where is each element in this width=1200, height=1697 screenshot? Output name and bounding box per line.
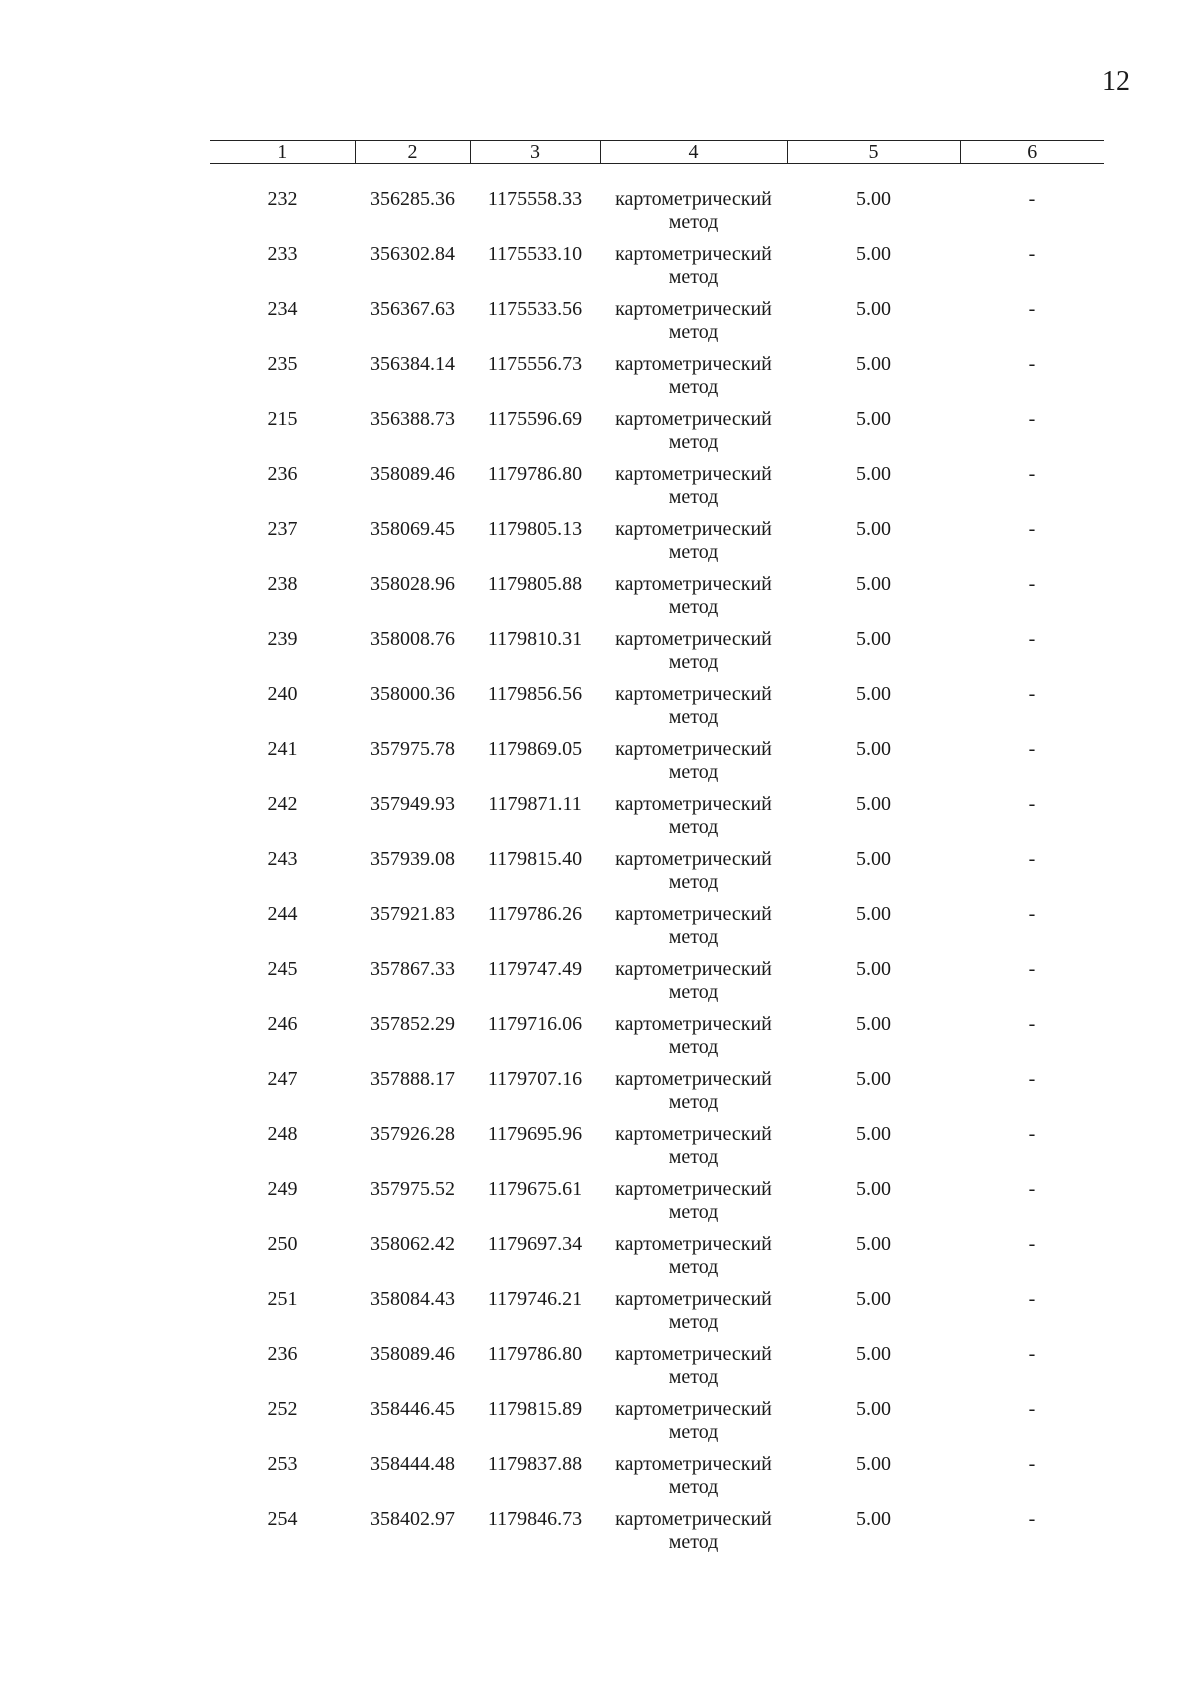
coordinate-x: 358089.46: [370, 463, 455, 485]
table-row: [210, 463, 1104, 518]
method: [600, 1068, 787, 1123]
method-line-1: картометрический: [615, 1123, 772, 1145]
coordinate-x: 358028.96: [370, 573, 455, 595]
method-line-2: метод: [668, 761, 719, 783]
point-number: 242: [267, 793, 298, 815]
coordinate-y: 1179846.73: [487, 1508, 583, 1530]
table-row: [210, 1398, 1104, 1453]
error-value: 5.00: [856, 628, 891, 650]
method-line-1: картометрический: [615, 243, 772, 265]
method: [600, 628, 787, 683]
coordinate-x: 357949.93: [370, 793, 455, 815]
column-header-5: 5: [787, 141, 960, 164]
point-number: 236: [267, 1343, 298, 1365]
error-value: 5.00: [856, 353, 891, 375]
point-number: 253: [267, 1453, 298, 1475]
coordinate-x: 358446.45: [370, 1398, 455, 1420]
method-line-1: картометрический: [615, 408, 772, 430]
point-number: 215: [267, 408, 298, 430]
method-line-2: метод: [668, 1146, 719, 1168]
method-line-2: метод: [668, 266, 719, 288]
error-value: 5.00: [856, 738, 891, 760]
method-line-1: картометрический: [615, 1508, 772, 1530]
coordinate-y: 1179805.13: [487, 518, 583, 540]
coordinate-y: 1179856.56: [487, 683, 583, 705]
note: -: [1028, 188, 1036, 210]
note: -: [1028, 1343, 1036, 1365]
coordinate-y: 1179695.96: [487, 1123, 583, 1145]
method-line-1: картометрический: [615, 1343, 772, 1365]
coordinate-x: 358089.46: [370, 1343, 455, 1365]
point-number: 243: [267, 848, 298, 870]
coordinate-x: 356384.14: [370, 353, 455, 375]
coordinate-x: 357975.78: [370, 738, 455, 760]
method-line-2: метод: [668, 1366, 719, 1388]
note: -: [1028, 1068, 1036, 1090]
coordinate-y: 1179805.88: [487, 573, 583, 595]
coordinate-x: 357867.33: [370, 958, 455, 980]
point-number: 233: [267, 243, 298, 265]
table-row: [210, 1178, 1104, 1233]
coordinate-x: 357975.52: [370, 1178, 455, 1200]
point-number: 251: [267, 1288, 298, 1310]
note: -: [1028, 1123, 1036, 1145]
coordinate-y: 1179707.16: [487, 1068, 583, 1090]
point-number: 249: [267, 1178, 298, 1200]
coordinate-x: 357921.83: [370, 903, 455, 925]
method: [600, 1178, 787, 1233]
method-line-2: метод: [668, 211, 719, 233]
point-number: 254: [267, 1508, 298, 1530]
method-line-2: метод: [668, 596, 719, 618]
error-value: 5.00: [856, 1123, 891, 1145]
note: -: [1028, 1398, 1036, 1420]
column-header-4: 4: [600, 141, 787, 164]
method: [600, 1398, 787, 1453]
table-row: [210, 298, 1104, 353]
error-value: 5.00: [856, 1233, 891, 1255]
method-line-1: картометрический: [615, 683, 772, 705]
note: -: [1028, 1453, 1036, 1475]
coordinate-x: 356302.84: [370, 243, 455, 265]
method-line-1: картометрический: [615, 1178, 772, 1200]
note: -: [1028, 298, 1036, 320]
method: [600, 848, 787, 903]
coordinate-y: 1175533.10: [487, 243, 583, 265]
method: [600, 243, 787, 298]
table-row: [210, 848, 1104, 903]
note: -: [1028, 793, 1036, 815]
method: [600, 1508, 787, 1563]
table-row: [210, 1068, 1104, 1123]
table-row: [210, 408, 1104, 463]
table-row: [210, 683, 1104, 738]
coordinate-x: 357939.08: [370, 848, 455, 870]
note: -: [1028, 408, 1036, 430]
method-line-2: метод: [668, 1311, 719, 1333]
table-row: [210, 738, 1104, 793]
point-number: 240: [267, 683, 298, 705]
table-row: [210, 628, 1104, 683]
coordinate-y: 1179837.88: [487, 1453, 583, 1475]
method-line-1: картометрический: [615, 793, 772, 815]
coordinate-y: 1179716.06: [487, 1013, 583, 1035]
point-number: 250: [267, 1233, 298, 1255]
point-number: 237: [267, 518, 298, 540]
coordinate-x: 356285.36: [370, 188, 455, 210]
coordinate-y: 1179675.61: [487, 1178, 583, 1200]
error-value: 5.00: [856, 793, 891, 815]
column-header-6: 6: [960, 141, 1104, 164]
coordinate-y: 1179815.89: [487, 1398, 583, 1420]
error-value: 5.00: [856, 1453, 891, 1475]
note: -: [1028, 463, 1036, 485]
coordinate-y: 1175558.33: [487, 188, 583, 210]
table-row: [210, 1508, 1104, 1563]
error-value: 5.00: [856, 573, 891, 595]
point-number: 239: [267, 628, 298, 650]
table-row: [210, 188, 1104, 243]
note: -: [1028, 628, 1036, 650]
method-line-2: метод: [668, 1201, 719, 1223]
method-line-1: картометрический: [615, 1068, 772, 1090]
error-value: 5.00: [856, 1398, 891, 1420]
method-line-2: метод: [668, 1091, 719, 1113]
note: -: [1028, 1288, 1036, 1310]
table-row: [210, 1453, 1104, 1508]
point-number: 244: [267, 903, 298, 925]
method: [600, 1233, 787, 1288]
note: -: [1028, 573, 1036, 595]
coordinate-y: 1179786.26: [487, 903, 583, 925]
table-row: [210, 1013, 1104, 1068]
method-line-1: картометрический: [615, 1288, 772, 1310]
error-value: 5.00: [856, 848, 891, 870]
method-line-1: картометрический: [615, 463, 772, 485]
coordinates-table: [210, 140, 1104, 1563]
point-number: 235: [267, 353, 298, 375]
method: [600, 1288, 787, 1343]
method-line-1: картометрический: [615, 518, 772, 540]
table-row: [210, 903, 1104, 958]
coordinate-y: 1179697.34: [487, 1233, 583, 1255]
note: -: [1028, 1233, 1036, 1255]
error-value: 5.00: [856, 298, 891, 320]
point-number: 241: [267, 738, 298, 760]
table-row: [210, 793, 1104, 848]
method: [600, 1123, 787, 1178]
method: [600, 958, 787, 1013]
method: [600, 793, 787, 848]
method: [600, 683, 787, 738]
table-body: [210, 164, 1104, 1564]
note: -: [1028, 683, 1036, 705]
coordinate-x: 358062.42: [370, 1233, 455, 1255]
note: -: [1028, 903, 1036, 925]
method-line-1: картометрический: [615, 738, 772, 760]
point-number: 245: [267, 958, 298, 980]
point-number: 238: [267, 573, 298, 595]
method-line-1: картометрический: [615, 1013, 772, 1035]
method-line-1: картометрический: [615, 353, 772, 375]
method: [600, 298, 787, 353]
error-value: 5.00: [856, 408, 891, 430]
method: [600, 408, 787, 463]
method-line-1: картометрический: [615, 1398, 772, 1420]
method-line-2: метод: [668, 926, 719, 948]
coordinate-x: 358084.43: [370, 1288, 455, 1310]
error-value: 5.00: [856, 958, 891, 980]
coordinate-x: 358402.97: [370, 1508, 455, 1530]
coordinate-x: 358069.45: [370, 518, 455, 540]
table-row: [210, 1343, 1104, 1398]
table-row: [210, 1123, 1104, 1178]
method-line-2: метод: [668, 376, 719, 398]
note: -: [1028, 1178, 1036, 1200]
method-line-2: метод: [668, 431, 719, 453]
coordinate-y: 1175556.73: [487, 353, 583, 375]
method: [600, 573, 787, 628]
coordinate-y: 1179815.40: [487, 848, 583, 870]
coordinate-y: 1175533.56: [487, 298, 583, 320]
error-value: 5.00: [856, 243, 891, 265]
coordinate-x: 358000.36: [370, 683, 455, 705]
error-value: 5.00: [856, 1508, 891, 1530]
method-line-2: метод: [668, 706, 719, 728]
point-number: 247: [267, 1068, 298, 1090]
note: -: [1028, 848, 1036, 870]
error-value: 5.00: [856, 188, 891, 210]
coordinate-y: 1179786.80: [487, 463, 583, 485]
method-line-2: метод: [668, 981, 719, 1003]
note: -: [1028, 518, 1036, 540]
method-line-1: картометрический: [615, 1453, 772, 1475]
method-line-2: метод: [668, 1531, 719, 1553]
coordinate-x: 357888.17: [370, 1068, 455, 1090]
method-line-2: метод: [668, 871, 719, 893]
method-line-1: картометрический: [615, 573, 772, 595]
coordinate-y: 1179869.05: [487, 738, 583, 760]
method: [600, 1013, 787, 1068]
coordinate-y: 1179810.31: [487, 628, 583, 650]
point-number: 246: [267, 1013, 298, 1035]
table-row: [210, 958, 1104, 1013]
note: -: [1028, 738, 1036, 760]
note: -: [1028, 958, 1036, 980]
method-line-1: картометрический: [615, 628, 772, 650]
method-line-1: картометрический: [615, 188, 772, 210]
error-value: 5.00: [856, 903, 891, 925]
table-row: [210, 1233, 1104, 1288]
method-line-2: метод: [668, 816, 719, 838]
error-value: 5.00: [856, 1343, 891, 1365]
method-line-1: картометрический: [615, 298, 772, 320]
error-value: 5.00: [856, 1013, 891, 1035]
table-row: [210, 573, 1104, 628]
method-line-2: метод: [668, 486, 719, 508]
method-line-1: картометрический: [615, 958, 772, 980]
coordinate-x: 358444.48: [370, 1453, 455, 1475]
page-number: 12: [1102, 66, 1130, 97]
note: -: [1028, 1508, 1036, 1530]
error-value: 5.00: [856, 463, 891, 485]
coordinate-x: 356388.73: [370, 408, 455, 430]
method-line-2: метод: [668, 1476, 719, 1498]
method-line-2: метод: [668, 1421, 719, 1443]
column-header-2: 2: [355, 141, 470, 164]
coordinate-y: 1179747.49: [487, 958, 583, 980]
coordinate-x: 357852.29: [370, 1013, 455, 1035]
note: -: [1028, 1013, 1036, 1035]
point-number: 252: [267, 1398, 298, 1420]
table-row: [210, 1288, 1104, 1343]
note: -: [1028, 243, 1036, 265]
error-value: 5.00: [856, 518, 891, 540]
method: [600, 463, 787, 518]
column-header-3: 3: [470, 141, 600, 164]
error-value: 5.00: [856, 1068, 891, 1090]
method-line-1: картометрический: [615, 903, 772, 925]
error-value: 5.00: [856, 1288, 891, 1310]
table-header-row: [210, 141, 1104, 164]
error-value: 5.00: [856, 683, 891, 705]
table-spacer: [210, 164, 1104, 189]
coordinate-x: 357926.28: [370, 1123, 455, 1145]
point-number: 234: [267, 298, 298, 320]
method-line-2: метод: [668, 1036, 719, 1058]
method: [600, 1453, 787, 1508]
method: [600, 518, 787, 573]
coordinate-y: 1179746.21: [487, 1288, 583, 1310]
method-line-2: метод: [668, 651, 719, 673]
error-value: 5.00: [856, 1178, 891, 1200]
method-line-1: картометрический: [615, 1233, 772, 1255]
coordinate-y: 1179786.80: [487, 1343, 583, 1365]
method: [600, 738, 787, 793]
coordinate-x: 358008.76: [370, 628, 455, 650]
method: [600, 188, 787, 243]
method-line-2: метод: [668, 321, 719, 343]
method: [600, 903, 787, 958]
table-row: [210, 243, 1104, 298]
method: [600, 353, 787, 408]
column-header-1: 1: [210, 141, 355, 164]
method-line-1: картометрический: [615, 848, 772, 870]
point-number: 248: [267, 1123, 298, 1145]
method-line-2: метод: [668, 541, 719, 563]
coordinate-y: 1175596.69: [487, 408, 583, 430]
point-number: 232: [267, 188, 298, 210]
method-line-2: метод: [668, 1256, 719, 1278]
point-number: 236: [267, 463, 298, 485]
note: -: [1028, 353, 1036, 375]
coordinate-y: 1179871.11: [488, 793, 582, 815]
method: [600, 1343, 787, 1398]
table-row: [210, 353, 1104, 408]
coordinate-x: 356367.63: [370, 298, 455, 320]
table-row: [210, 518, 1104, 573]
